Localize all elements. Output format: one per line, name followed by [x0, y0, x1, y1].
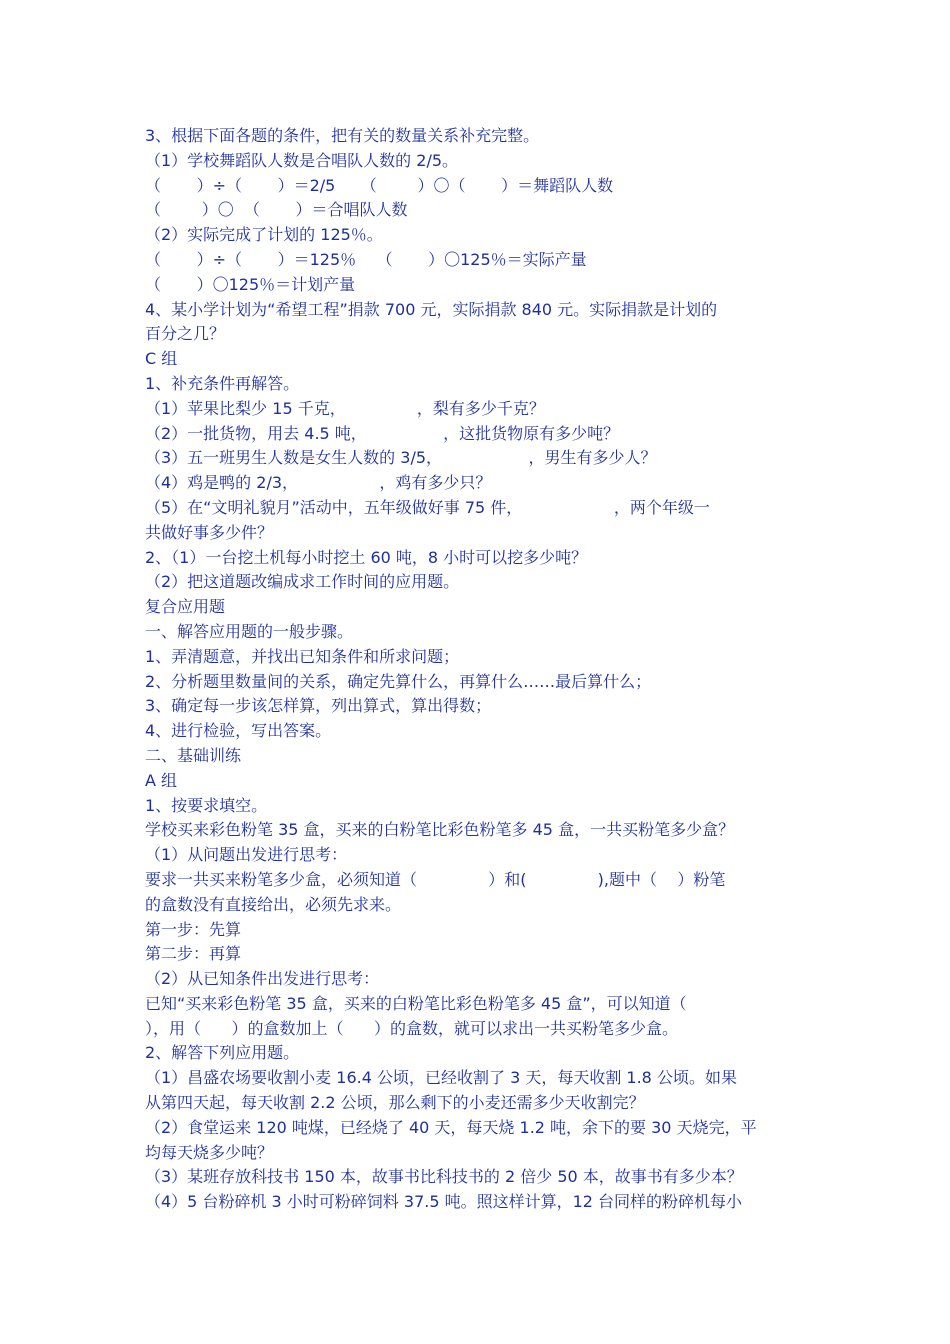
text-line: 已知“买来彩色粉笔 35 盒，买来的白粉笔比彩色粉笔多 45 盒”，可以知道（: [145, 993, 687, 1013]
text-line: （ ）〇125％＝计划产量: [145, 274, 356, 294]
text-line: （2）一批货物，用去 4.5 吨， ，这批货物原有多少吨？: [145, 423, 620, 443]
text-line: 的盒数没有直接给出，必须先求来。: [145, 894, 402, 914]
text-line: 共做好事多少件？: [145, 522, 274, 542]
text-line: （3）五一班男生人数是女生人数的 3/5， ，男生有多少人？: [145, 448, 657, 468]
section-heading: C 组: [145, 349, 178, 369]
text-line: （4）鸡是鸭的 2/3， ，鸡有多少只？: [145, 473, 492, 493]
text-line: （ ）÷（ ）＝2/5 （ ）〇（ ）＝舞蹈队人数: [145, 175, 614, 195]
text-line: （ ）÷（ ）＝125％ （ ）〇125％＝实际产量: [145, 249, 587, 269]
text-line: 2、分析题里数量间的关系，确定先算什么，再算什么……最后算什么；: [145, 671, 652, 691]
text-line: 百分之几？: [145, 324, 226, 344]
text-line: 1、弄清题意，并找出已知条件和所求问题；: [145, 646, 460, 666]
text-line: 第二步：再算: [145, 944, 242, 964]
text-line: 3、确定每一步该怎样算，列出算式，算出得数；: [145, 696, 492, 716]
text-line: 学校买来彩色粉笔 35 盒，买来的白粉笔比彩色粉笔多 45 盒，一共买粉笔多少盒？: [145, 820, 735, 840]
text-line: 2、解答下列应用题。: [145, 1043, 300, 1063]
text-line: （2）食堂运来 120 吨煤，已经烧了 40 天，每天烧 1.2 吨，余下的要 30 天烧完，平: [145, 1117, 757, 1137]
text-line: （1）昌盛农场要收割小麦 16.4 公顷，已经收割了 3 天，每天收割 1.8 公顷。如果: [145, 1068, 737, 1088]
text-line: （1）从问题出发进行思考：: [145, 845, 348, 865]
text-line: （1）苹果比梨少 15 千克， ，梨有多少千克？: [145, 398, 545, 418]
text-line: 3、根据下面各题的条件，把有关的数量关系补充完整。: [145, 126, 540, 145]
text-line: 2、（1）一台挖土机每小时挖土 60 吨，8 小时可以挖多少吨？: [145, 547, 588, 567]
text-line: （2）从已知条件出发进行思考：: [145, 969, 380, 989]
text-line: 均每天烧多少吨？: [145, 1142, 274, 1162]
text-line: 4、进行检验，写出答案。: [145, 721, 332, 741]
section-heading: A 组: [145, 770, 178, 790]
text-line: 4、某小学计划为“希望工程”捐款 700 元，实际捐款 840 元。实际捐款是计划的: [145, 299, 718, 319]
text-line: （4）5 台粉碎机 3 小时可粉碎饲料 37.5 吨。照这样计算，12 台同样的粉碎机每小: [145, 1192, 743, 1212]
text-line: ），用（ ）的盒数加上（ ）的盒数，就可以求出一共买粉笔多少盒。: [145, 1018, 679, 1038]
section-heading: 二、基础训练: [145, 745, 242, 765]
text-line: 第一步：先算: [145, 919, 242, 939]
text-line: 要求一共买来粉笔多少盒，必须知道（ ）和( ),题中（ ）粉笔: [145, 869, 726, 889]
text-line: 1、按要求填空。: [145, 795, 268, 815]
text-line: 从第四天起，每天收割 2.2 公顷，那么剩下的小麦还需多少天收割完？: [145, 1093, 645, 1113]
text-line: （2）把这道题改编成求工作时间的应用题。: [145, 572, 460, 592]
text-line: （5）在“文明礼貌月”活动中，五年级做好事 75 件， ，两个年级一: [145, 497, 710, 517]
text-line: （3）某班存放科技书 150 本，故事书比科技书的 2 倍少 50 本，故事书有多少本？: [145, 1167, 743, 1187]
text-line: 一、解答应用题的一般步骤。: [145, 621, 354, 641]
text-line: 1、补充条件再解答。: [145, 373, 300, 393]
text-line: （2）实际完成了计划的 125％。: [145, 225, 383, 245]
document-body: [145, 124, 835, 1215]
text-line: （1）学校舞蹈队人数是合唱队人数的 2/5。: [145, 150, 459, 170]
text-line: （ ）〇 （ ）＝合唱队人数: [145, 200, 408, 220]
section-heading: 复合应用题: [145, 597, 226, 617]
